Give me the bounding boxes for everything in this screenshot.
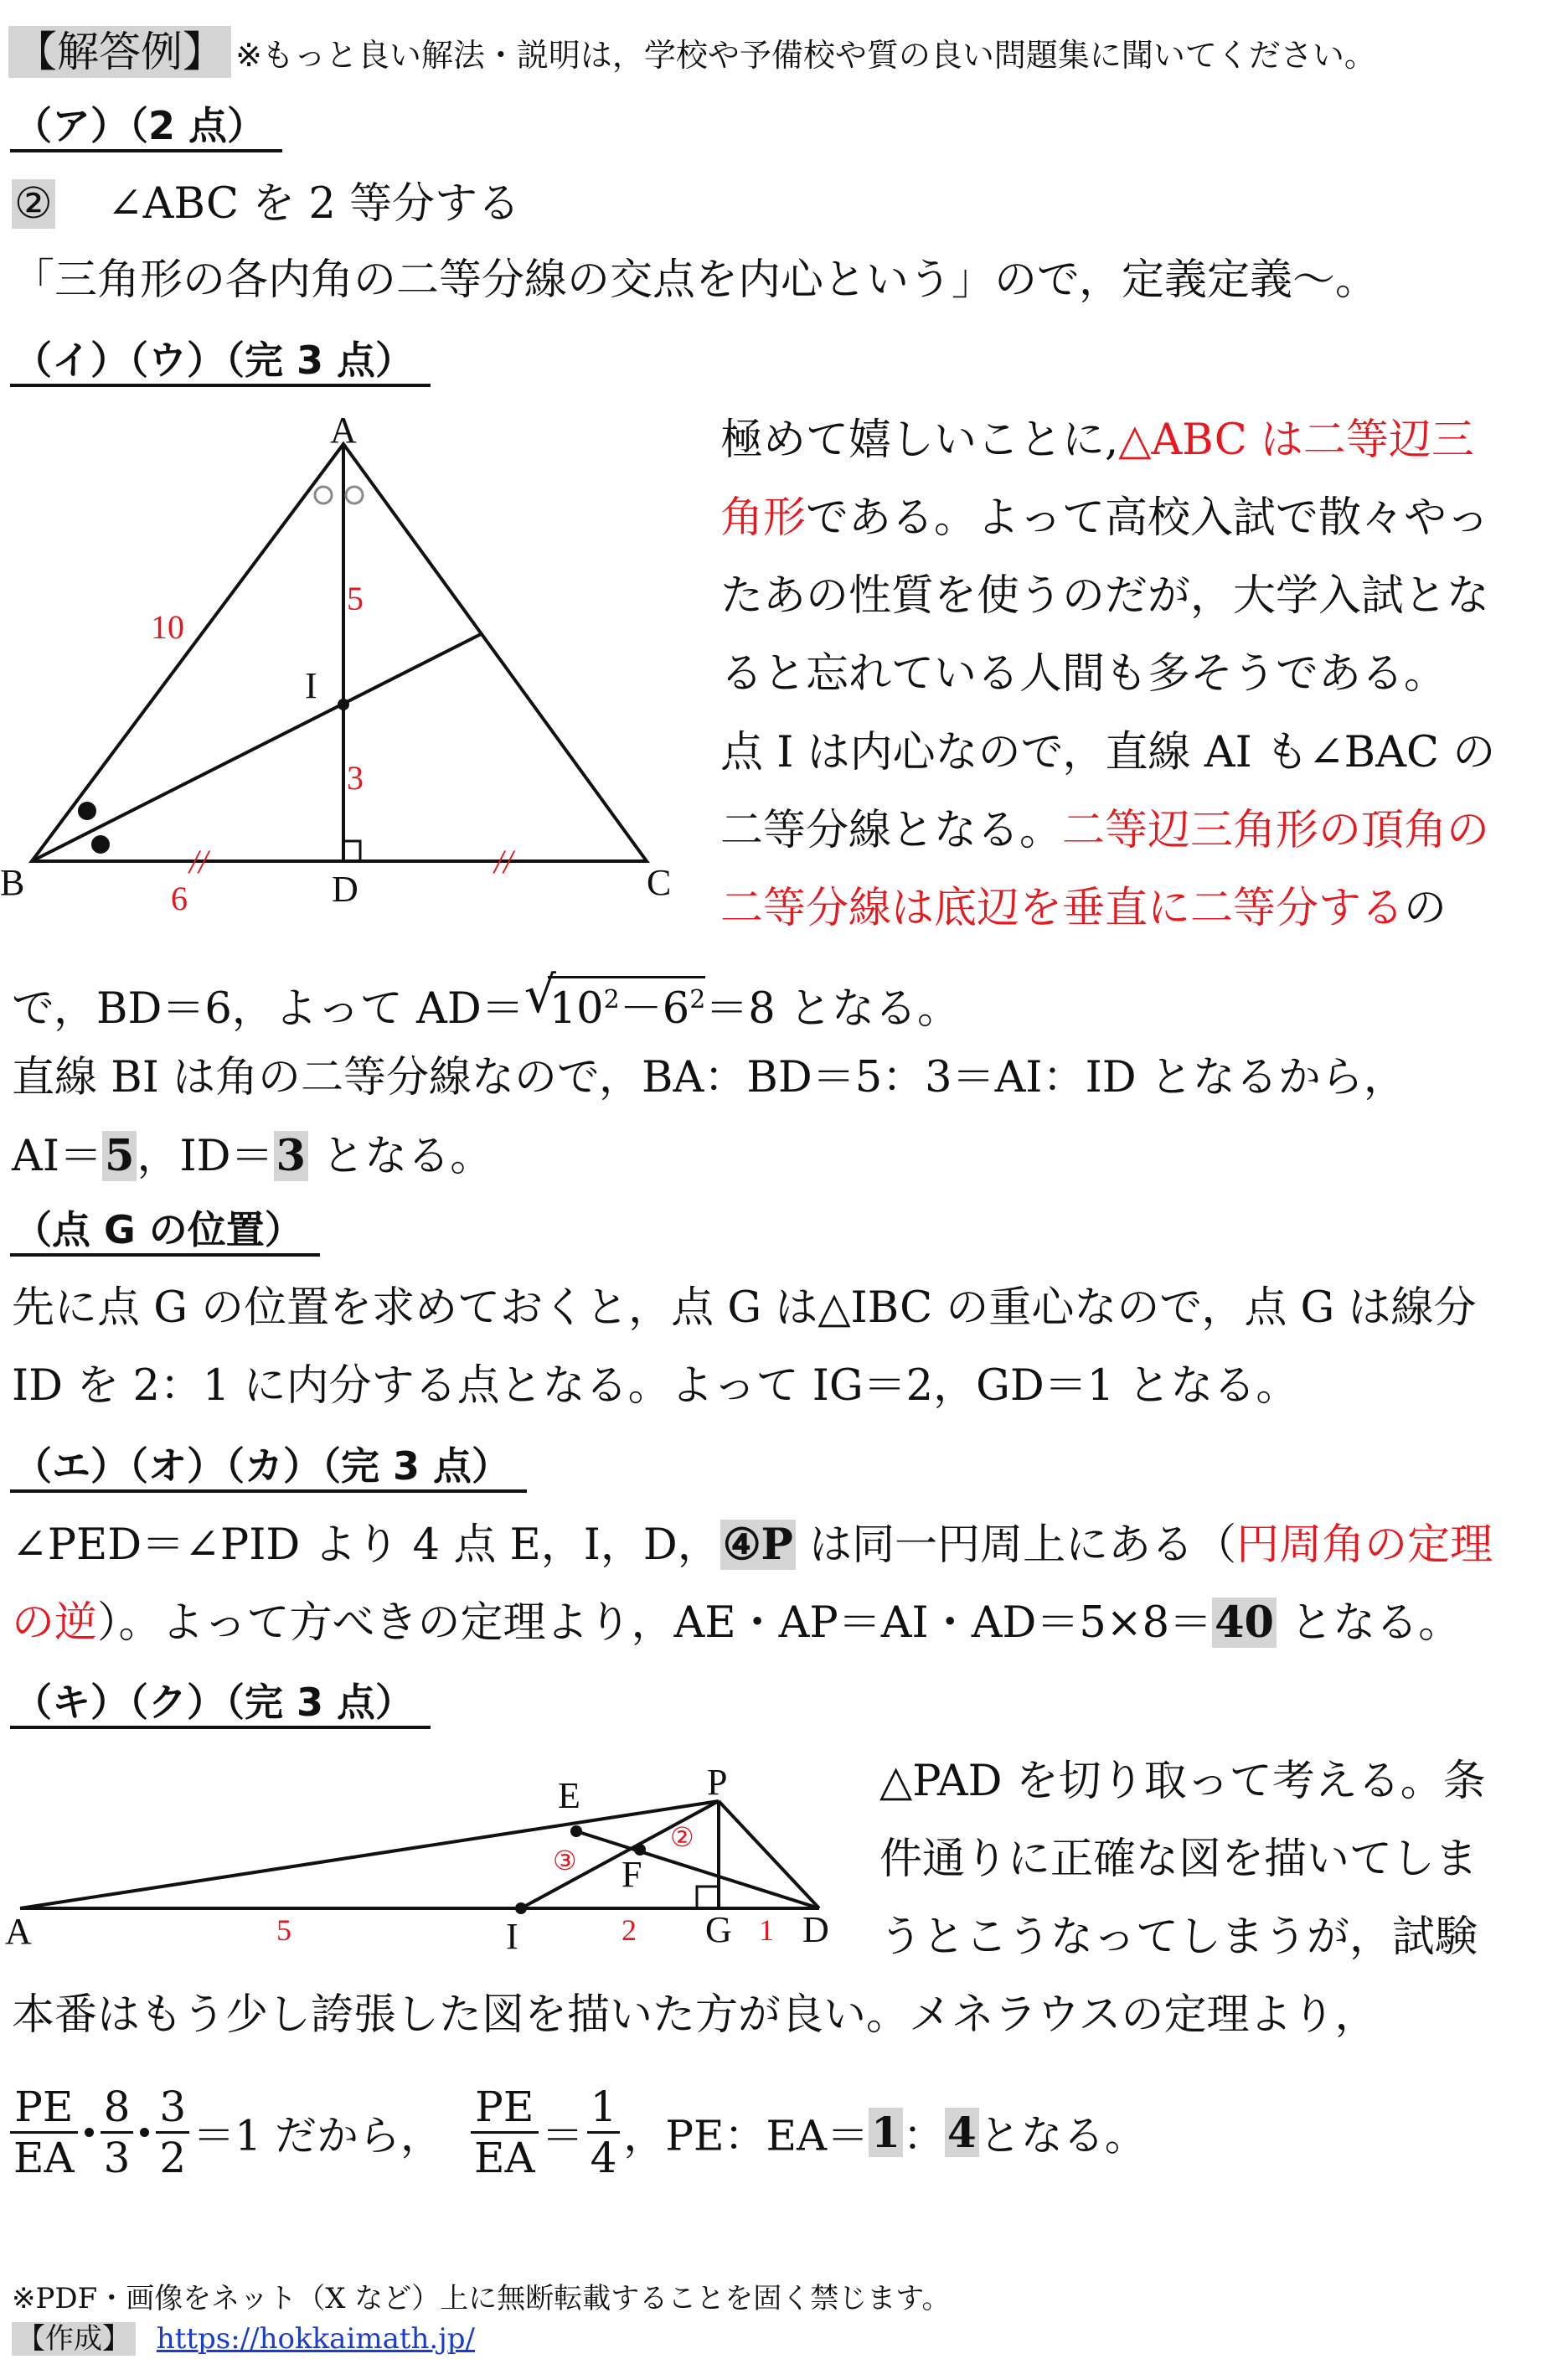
denominator: 4 [590, 2134, 617, 2182]
colon: ： [902, 2111, 945, 2160]
angle-mark-circle [315, 487, 332, 503]
para-d-1: △PAD を切り取って考える。条 [879, 1757, 1486, 1806]
text: ，PE：EA＝ [623, 2111, 869, 2160]
numerator: 1 [587, 2083, 621, 2134]
denominator: EA [473, 2134, 535, 2182]
exponent: 2 [689, 985, 706, 1014]
para-b-3: たあの性質を使うのだが，大学入試とな [720, 571, 1490, 621]
header-note: ※もっと良い解法・説明は，学校や予備校や質の良い問題集に聞いてください。 [235, 37, 1376, 74]
line-d-4: 本番はもう少し誇張した図を描いた方が良い。メネラウスの定理より， [12, 1990, 1378, 2040]
numerator: 8 [101, 2083, 134, 2134]
sqrt-expression [524, 966, 706, 1036]
equals: ＝ [541, 2111, 584, 2160]
line-b-8 [12, 966, 960, 1036]
highlight-red: の逆 [12, 1598, 98, 1648]
text: ，ID＝ [137, 1132, 274, 1181]
para-d-2: 件通りに正確な図を描いてしま [879, 1835, 1478, 1884]
text: ∠PED＝∠PID より 4 点 E，I，D， [12, 1520, 720, 1570]
numerator: PE [471, 2083, 539, 2134]
sqrt-term-a: 10 [549, 984, 604, 1034]
fraction [156, 2083, 189, 2182]
angle-mark-circle [346, 487, 363, 503]
label-P: P [707, 1762, 728, 1803]
highlight-red: 円周角の定理 [1236, 1520, 1493, 1570]
highlight-red: 二等分線は底辺を垂直に二等分する [720, 884, 1405, 933]
site-link[interactable]: https://hokkaimath.jp/ [156, 2322, 475, 2356]
fraction [10, 2083, 78, 2182]
equal-tick-DC: // [494, 843, 513, 880]
angle-mark-dot [78, 802, 96, 820]
numerator: PE [10, 2083, 78, 2134]
length-GD: 1 [759, 1913, 774, 1947]
minus: － [619, 984, 663, 1034]
menelaus-equation [7, 2083, 1147, 2182]
length-AB: 10 [151, 608, 184, 646]
numerator: 3 [156, 2083, 189, 2134]
text: 極めて嬉しいことに, [720, 416, 1119, 465]
label-F: F [622, 1854, 642, 1895]
answer-ID: 3 [274, 1131, 309, 1181]
multiply-dot [140, 2128, 149, 2137]
section-title-d: （キ）（ク）（完 3 点） [10, 1679, 431, 1729]
label-D: D [802, 1909, 829, 1950]
section-c-line2 [12, 1596, 1461, 1650]
label-A: A [330, 410, 357, 451]
section-title-b: （イ）（ウ）（完 3 点） [10, 337, 431, 387]
fraction [471, 2083, 539, 2182]
label-D: D [332, 869, 358, 910]
label-A: A [5, 1911, 32, 1952]
denominator: 2 [159, 2134, 187, 2182]
author-tag: 【作成】 [12, 2322, 136, 2356]
figure-triangle-abc [0, 394, 704, 930]
section-g-line1: 先に点 G の位置を求めておくと，点 G は△IBC の重心なので，点 G は線分 [12, 1283, 1477, 1333]
fraction [587, 2083, 621, 2182]
section-title-a: （ア）（2 点） [10, 102, 282, 152]
highlight-red: △ABC は二等辺三 [1118, 416, 1474, 465]
label-G: G [705, 1909, 732, 1950]
para-b-1 [720, 414, 1474, 467]
para-b-5: 点 I は内心なので，直線 AI も∠BAC の [720, 728, 1496, 777]
answer-40: 40 [1212, 1598, 1277, 1648]
text: AI＝ [12, 1132, 102, 1181]
length-BD: 6 [171, 880, 188, 917]
para-b-2 [720, 492, 1489, 545]
line-b-10 [12, 1129, 493, 1184]
length-ID: 3 [347, 759, 364, 797]
highlight-red: 二等辺三角形の頂角の [1062, 806, 1490, 855]
text: で，BD＝6，よって AD＝ [12, 984, 524, 1034]
fraction [101, 2083, 134, 2182]
section-a-answer [12, 178, 520, 231]
text: の [1404, 884, 1447, 933]
figure-triangle-pad [0, 1759, 854, 1960]
ratio-FP: ② [670, 1822, 694, 1852]
equal-tick-BD: // [189, 843, 209, 880]
footer [12, 2315, 475, 2356]
answer-AI: 5 [102, 1131, 137, 1181]
text: は同一円周上にある（ [795, 1520, 1237, 1570]
text: となる。 [308, 1132, 493, 1181]
ratio-EF: ③ [553, 1845, 577, 1876]
text: ＝8 となる。 [705, 984, 960, 1034]
point-E [570, 1825, 582, 1837]
answer-1: 1 [869, 2108, 903, 2157]
section-c-line1 [12, 1518, 1493, 1572]
exponent: 2 [603, 985, 620, 1014]
section-g-line2: ID を 2：1 に内分する点となる。よって IG＝2，GD＝1 となる。 [12, 1361, 1299, 1411]
footer-note: ※PDF・画像をネット（X など）上に無断転載することを固く禁じます。 [12, 2282, 951, 2315]
angle-mark-dot [91, 835, 110, 854]
section-title-g: （点 G の位置） [10, 1206, 320, 1257]
line-b-9: 直線 BI は角の二等分線なので，BA：BD＝5：3＝AI：ID となるから， [12, 1053, 1406, 1102]
length-IG: 2 [622, 1913, 637, 1947]
text: ）。よって方べきの定理より，AE・AP＝AI・AD＝5×8＝ [97, 1598, 1213, 1648]
answer-4P: ④P [720, 1520, 796, 1570]
length-AI: 5 [276, 1913, 291, 1947]
denominator: EA [13, 2134, 75, 2182]
answer-example-tag: 【解答例】 [8, 26, 231, 78]
para-b-7 [720, 882, 1447, 936]
answer-text: ∠ABC を 2 等分する [106, 179, 521, 229]
text: 二等分線となる。 [720, 806, 1063, 855]
sqrt-sign: √ [524, 966, 556, 1025]
text: ＝1 だから， [193, 2111, 442, 2160]
label-I: I [305, 665, 317, 706]
section-title-c: （エ）（オ）（カ）（完 3 点） [10, 1443, 527, 1493]
text: である。よって高校入試で散々やっ [806, 493, 1490, 543]
label-B: B [0, 862, 25, 903]
answer-choice-2: ② [12, 179, 55, 229]
text: となる。 [978, 2111, 1147, 2160]
multiply-dot [85, 2128, 94, 2137]
sqrt-term-b: 6 [662, 984, 690, 1034]
para-d-3: うとこうなってしまうが，試験 [879, 1912, 1478, 1962]
highlight-red: 角形 [720, 493, 807, 543]
denominator: 3 [103, 2134, 131, 2182]
point-I [515, 1902, 527, 1914]
section-a-line2: 「三角形の各内角の二等分線の交点を内心という」ので，定義定義〜。 [12, 256, 1378, 305]
para-b-6 [720, 804, 1489, 858]
para-b-4: ると忘れている人間も多そうである。 [720, 649, 1447, 699]
answer-4: 4 [945, 2108, 979, 2157]
label-I: I [506, 1916, 518, 1957]
label-C: C [647, 862, 672, 903]
label-E: E [558, 1775, 580, 1816]
point-I [338, 699, 349, 710]
length-AI: 5 [347, 580, 364, 617]
header [8, 18, 1376, 79]
text: となる。 [1277, 1598, 1462, 1648]
